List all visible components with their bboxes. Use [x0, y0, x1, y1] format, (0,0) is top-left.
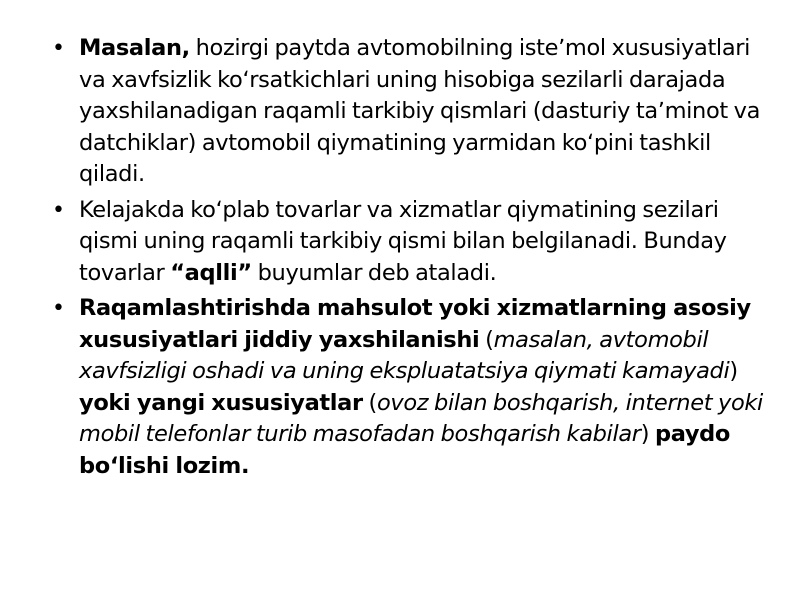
bullet-3-paren-close-2: ) — [640, 421, 655, 447]
bullet-3-paren-open-2: ( — [362, 389, 377, 416]
bullet-3-paren-open-1: ( — [479, 326, 494, 353]
bullet-dot-icon: • — [52, 197, 65, 223]
bullet-3-example-2: ovoz bilan boshqarish, internet yoki mobil telefonlar turib masofadan boshqarish kabilar — [79, 389, 763, 447]
bullet-2-emphasis: “aqlli” — [170, 259, 252, 286]
bullet-3-lead: Raqamlashtirishda mahsulot yoki xizmatlarning asosiy xususiyatlari jiddiy yaxshilanishi — [79, 295, 751, 353]
bullet-3-example-1: masalan, avtomobil xavfsizligi oshadi va uning ekspluatatsiya qiymati kamayadi — [79, 326, 730, 384]
bullet-3-conclusion: paydo boʻlishi lozim. — [79, 421, 731, 479]
bullet-dot-icon: • — [52, 296, 65, 321]
bullet-2-text-a: Kelajakda koʻplab tovarlar va xizmatlar qiymatining sezilari qismi uning raqamli tarkibiy qismi bilan belgilanadi. Bunday tovarlar — [79, 196, 727, 286]
bullet-item-3 — [52, 293, 772, 482]
bullet-1-text: hozirgi paytda avtomobilning isteʼmol xususiyatlari va xavfsizlik koʻrsatkichlari uning hisobiga sezilarli darajada yaxshilanadigan raqamli tarkibiy qismlari (dasturiy taʼminot va datchiklar) avtomobil qiymatining yarmidan koʻpini tashkil qiladi. — [79, 35, 761, 187]
bullet-item-1 — [52, 33, 772, 191]
bullet-3-emphasis-2: yoki yangi xususiyatlar — [79, 389, 363, 416]
bullet-item-2 — [52, 195, 772, 290]
bullet-dot-icon: • — [52, 36, 65, 61]
bullet-2-text-b: buyumlar deb ataladi. — [251, 259, 497, 286]
bullet-1-lead: Masalan, — [79, 35, 190, 61]
bullet-3-paren-close-1: ) — [729, 358, 738, 384]
bullet-list — [52, 33, 772, 486]
